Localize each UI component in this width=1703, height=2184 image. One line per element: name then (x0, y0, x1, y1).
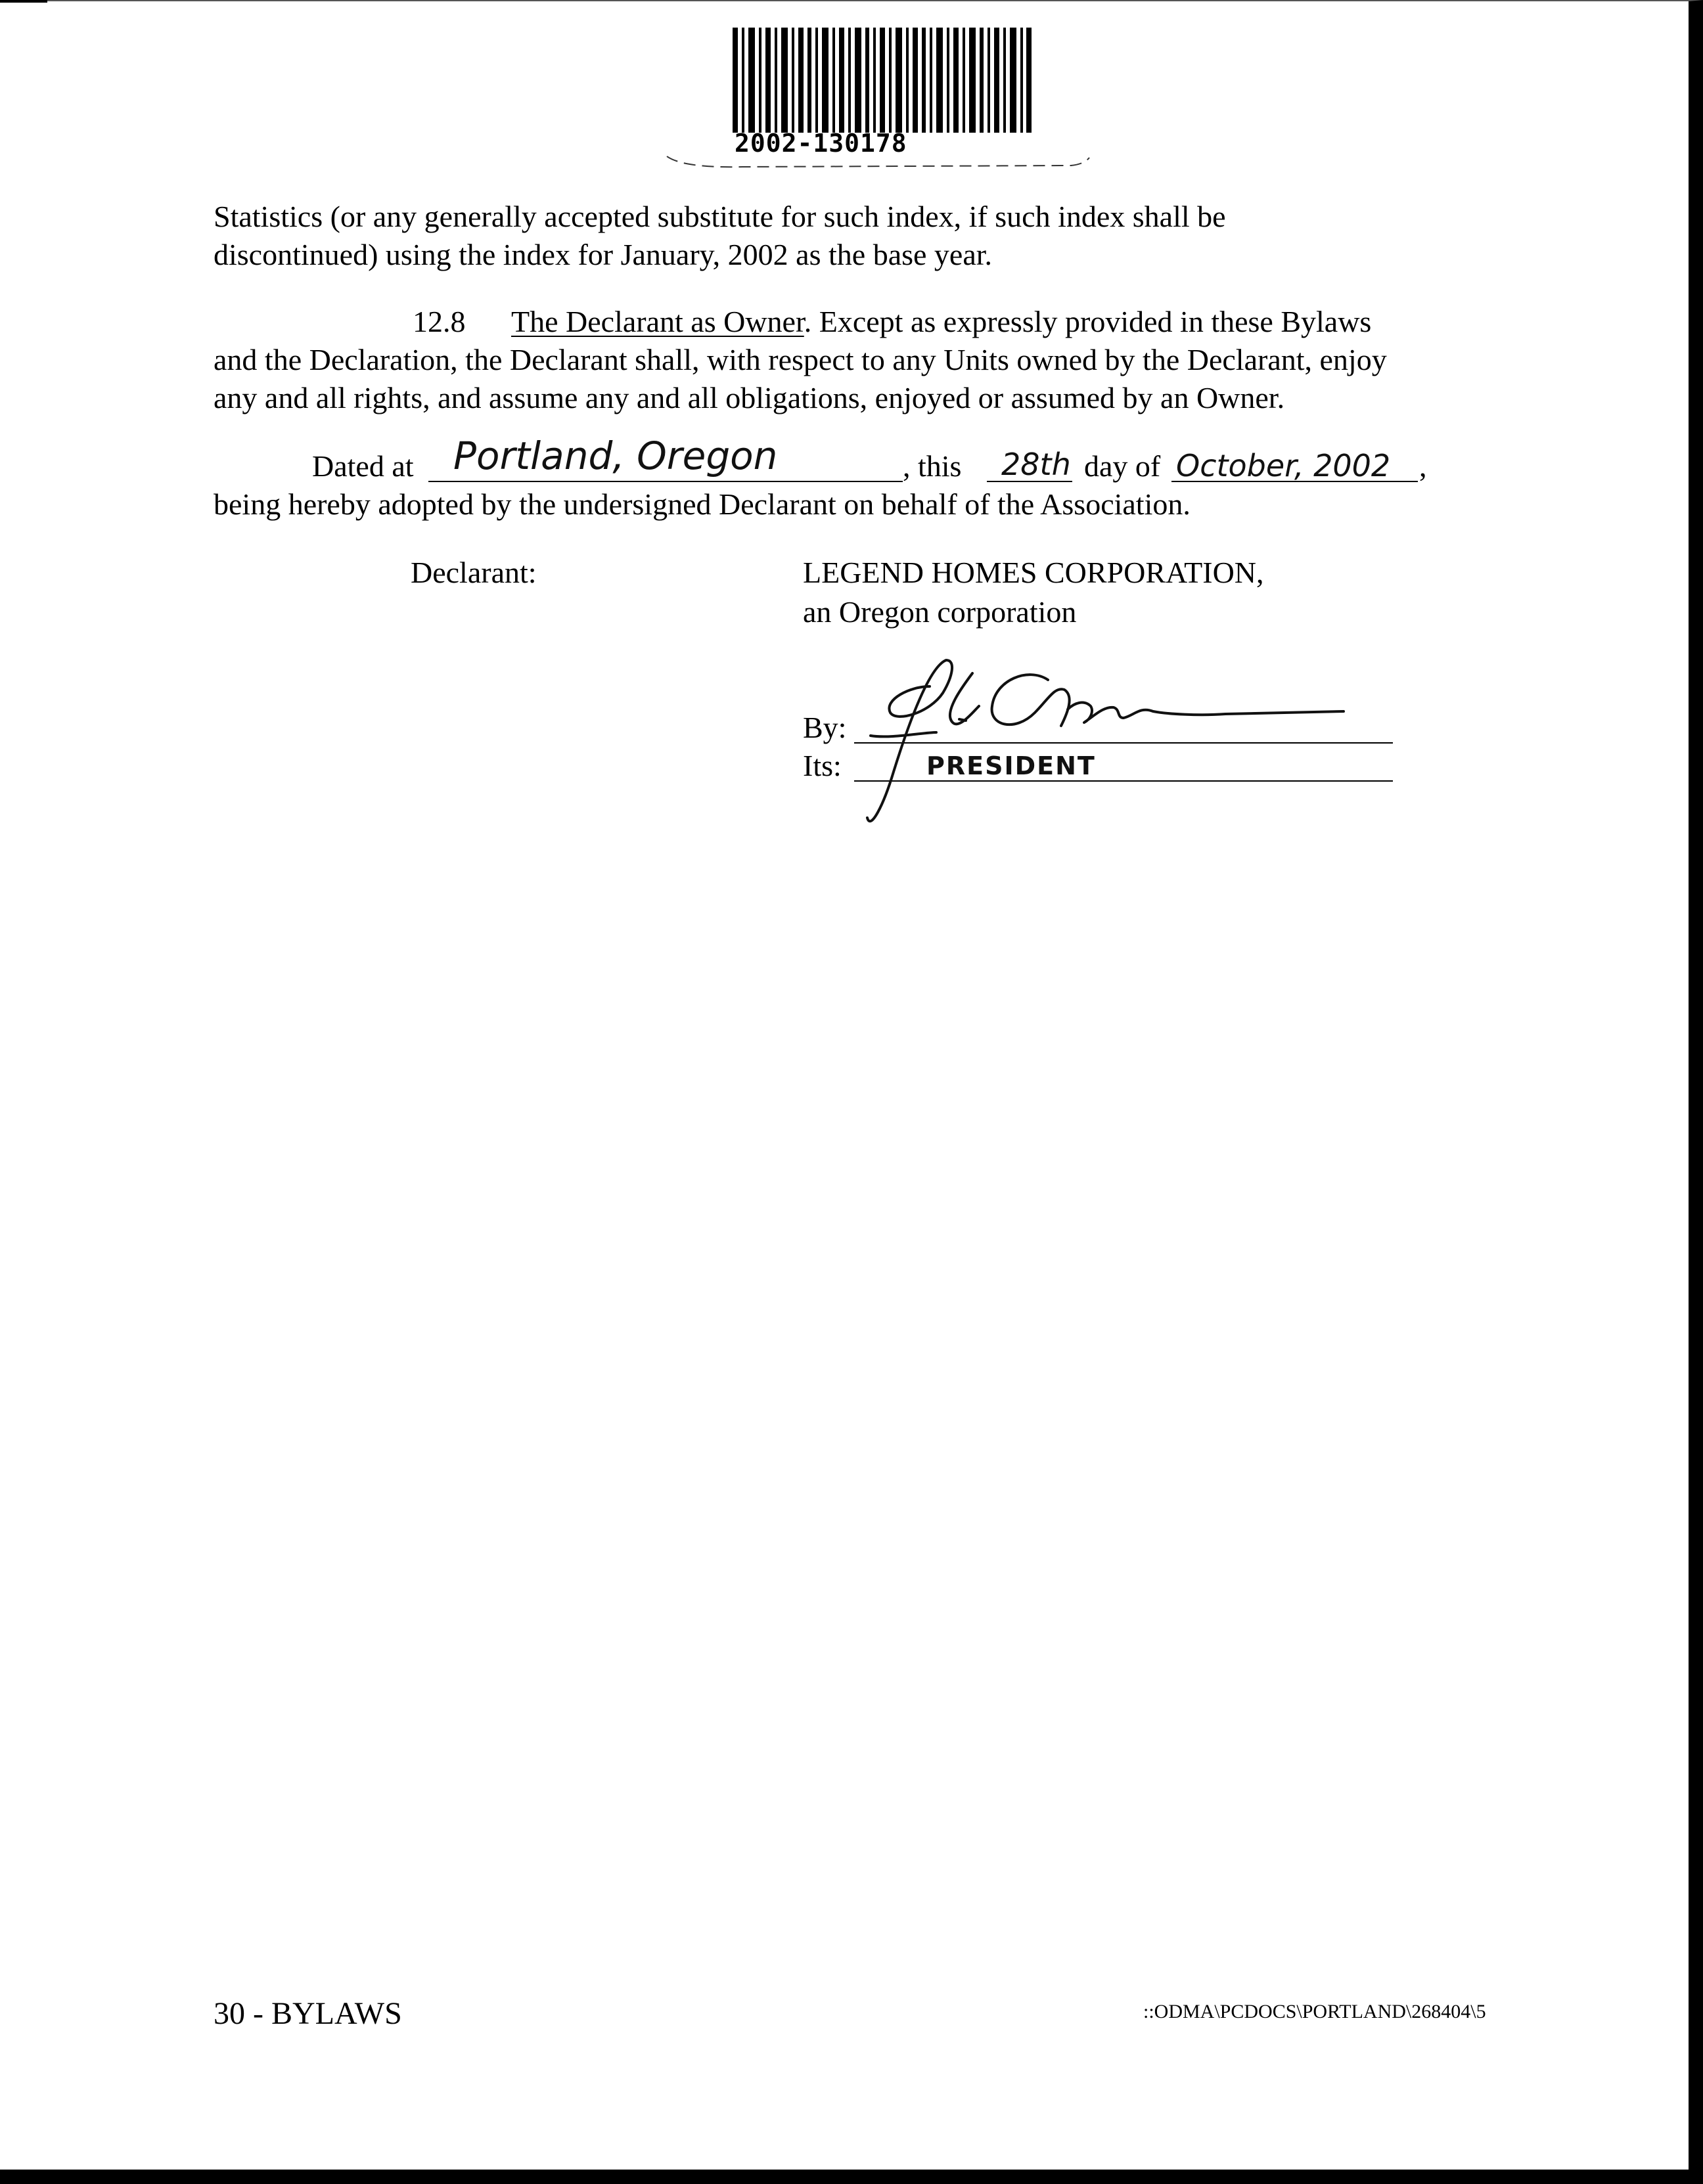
paragraph-line: Statistics (or any generally accepted substitute for such index, if such index shall be (214, 200, 1226, 233)
place-blank (428, 481, 903, 482)
barcode-number: 2002-130178 (735, 129, 907, 158)
section-title: The Declarant as Owner (511, 305, 804, 338)
barcode (733, 28, 1032, 133)
adoption-line: being hereby adopted by the undersigned Declarant on behalf of the Association. (214, 487, 1191, 521)
title-handwritten: PRESIDENT (926, 751, 1096, 780)
declarant-label: Declarant: (411, 556, 537, 589)
dated-label: Dated at (312, 449, 414, 483)
paragraph-line: discontinued) using the index for January, 2002 as the base year. (214, 238, 993, 271)
paragraph-line: any and all rights, and assume any and all obligations, enjoyed or assumed by an Owner. (214, 381, 1285, 414)
day-of-label: day of (1084, 449, 1161, 483)
place-handwritten: Portland, Oregon (453, 434, 778, 478)
by-label: By: (803, 711, 847, 744)
this-label: , this (903, 449, 962, 483)
handwritten-signature (831, 640, 1376, 837)
section-number: 12.8 (413, 305, 466, 338)
page-label: 30 - BYLAWS (214, 1996, 402, 2031)
day-handwritten: 28th (1001, 447, 1071, 482)
company-name: LEGEND HOMES CORPORATION, (803, 556, 1264, 589)
company-description: an Oregon corporation (803, 595, 1077, 629)
month-year-handwritten: October, 2002 (1176, 448, 1391, 483)
paragraph-line: and the Declaration, the Declarant shall, with respect to any Units owned by the Declarant, enjoy (214, 343, 1387, 376)
trailing-comma: , (1419, 449, 1427, 483)
document-path: ::ODMA\PCDOCS\PORTLAND\268404\5 (1143, 2001, 1486, 2022)
section-heading (511, 302, 1371, 342)
corner-mark (0, 0, 47, 3)
dashed-underline (664, 152, 1091, 171)
its-label: Its: (803, 749, 842, 782)
section-line-rest: . Except as expressly provided in these Bylaws (804, 305, 1372, 338)
